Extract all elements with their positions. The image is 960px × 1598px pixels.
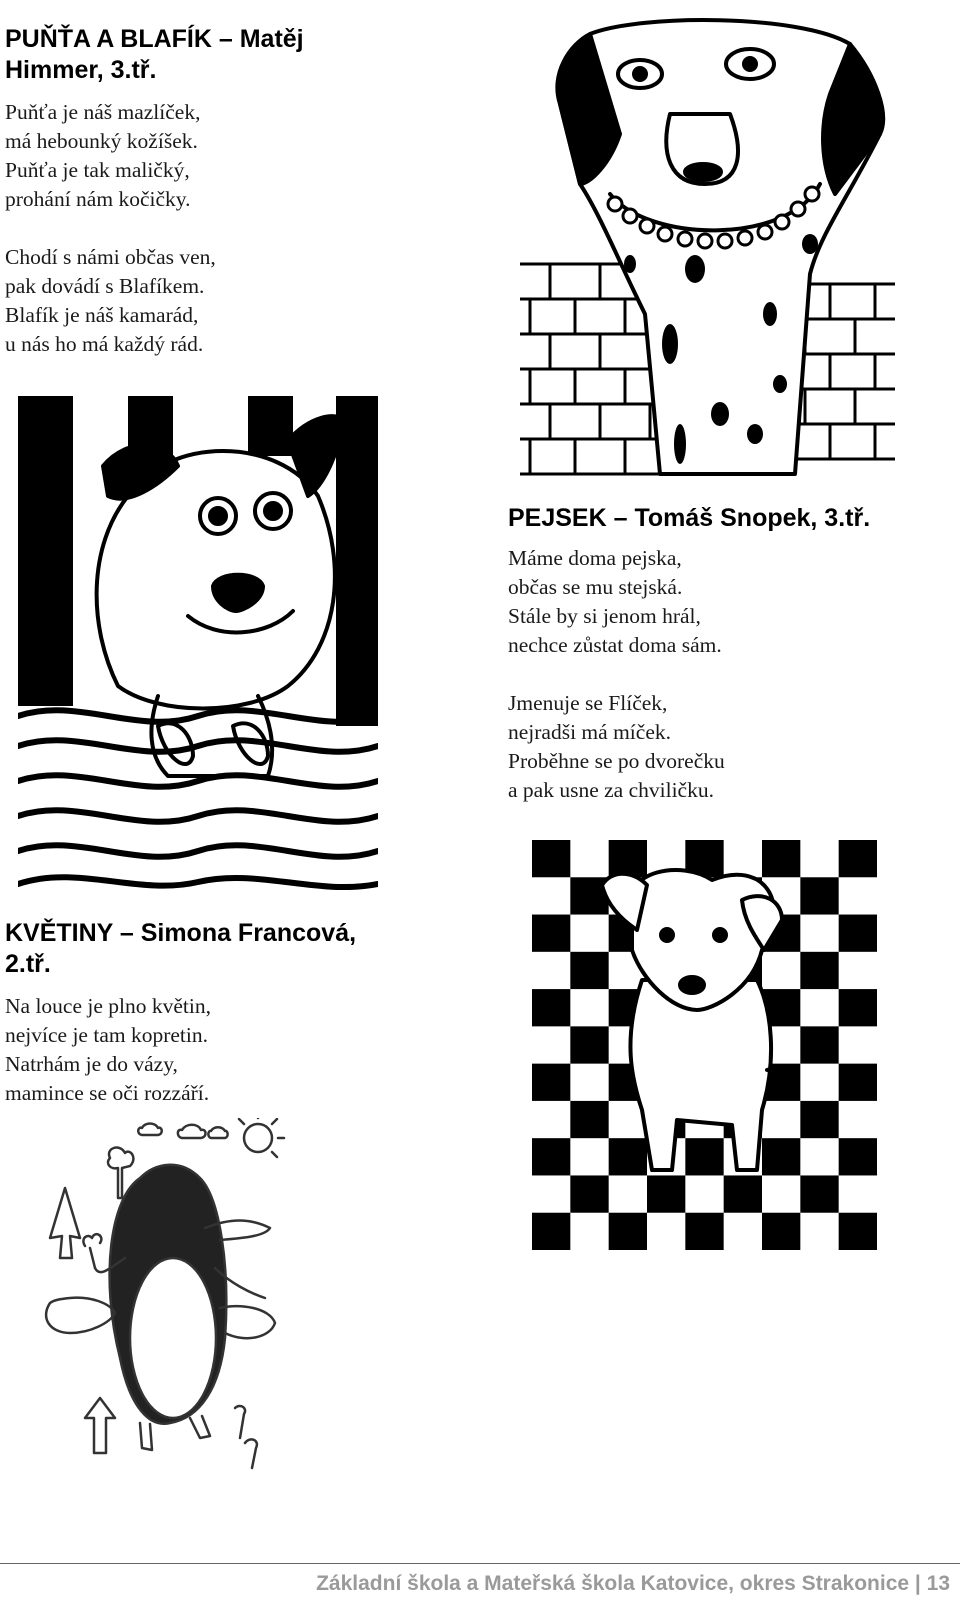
page-number: 13	[926, 1572, 950, 1595]
verse-line: Natrhám je do vázy,	[5, 1052, 178, 1076]
verse-line: Blafík je náš kamarád,	[5, 303, 199, 327]
verse-line: má hebounký kožíšek.	[5, 129, 198, 153]
verse-line: u nás ho má každý rád.	[5, 332, 204, 356]
checkered-dog-drawing	[532, 840, 877, 1250]
verse-line: pak dovádí s Blafíkem.	[5, 274, 205, 298]
verse-line: nejradši má míček.	[508, 720, 671, 744]
verse-line: Puňťa je náš mazlíček,	[5, 100, 201, 124]
striped-dog-drawing	[18, 396, 378, 890]
dalmatian-drawing	[520, 14, 895, 484]
verse-line: Chodí s námi občas ven,	[5, 245, 216, 269]
poem-1-stanza-2	[5, 243, 365, 359]
verse-line: nejvíce je tam kopretin.	[5, 1023, 208, 1047]
verse-line: nechce zůstat doma sám.	[508, 633, 722, 657]
verse-line: mamince se oči rozzáří.	[5, 1081, 210, 1105]
verse-line: Puňťa je tak maličký,	[5, 158, 190, 182]
verse-line: a pak usne za chviličku.	[508, 778, 714, 802]
verse-line: Máme doma pejska,	[508, 546, 682, 570]
poem-1	[5, 24, 365, 359]
poem-2-title: PEJSEK – Tomáš Snopek, 3.tř.	[508, 504, 871, 532]
poem-2	[508, 503, 948, 805]
verse-line: občas se mu stejská.	[508, 575, 683, 599]
poem-3-title: KVĚTINY – Simona Francová, 2.tř.	[5, 919, 357, 978]
verse-line: Jmenuje se Flíček,	[508, 691, 668, 715]
poem-2-stanza-1	[508, 544, 948, 660]
verse-line: Na louce je plno květin,	[5, 994, 211, 1018]
poem-2-stanza-2	[508, 689, 948, 805]
mole-drawing	[30, 1118, 290, 1498]
poem-3-stanza-1	[5, 992, 405, 1108]
poem-3	[5, 918, 405, 1108]
verse-line: Proběhne se po dvorečku	[508, 749, 725, 773]
verse-line: prohání nám kočičky.	[5, 187, 191, 211]
page-footer	[316, 1572, 950, 1596]
poem-1-stanza-1	[5, 98, 365, 214]
verse-line: Stále by si jenom hrál,	[508, 604, 701, 628]
footer-school-name: Základní škola a Mateřská škola Katovice, okres Strakonice	[316, 1572, 910, 1595]
footer-rule	[0, 1563, 960, 1564]
footer-separator: |	[914, 1572, 921, 1595]
poem-1-title: PUŇŤA A BLAFÍK – Matěj Himmer, 3.tř.	[5, 25, 304, 84]
